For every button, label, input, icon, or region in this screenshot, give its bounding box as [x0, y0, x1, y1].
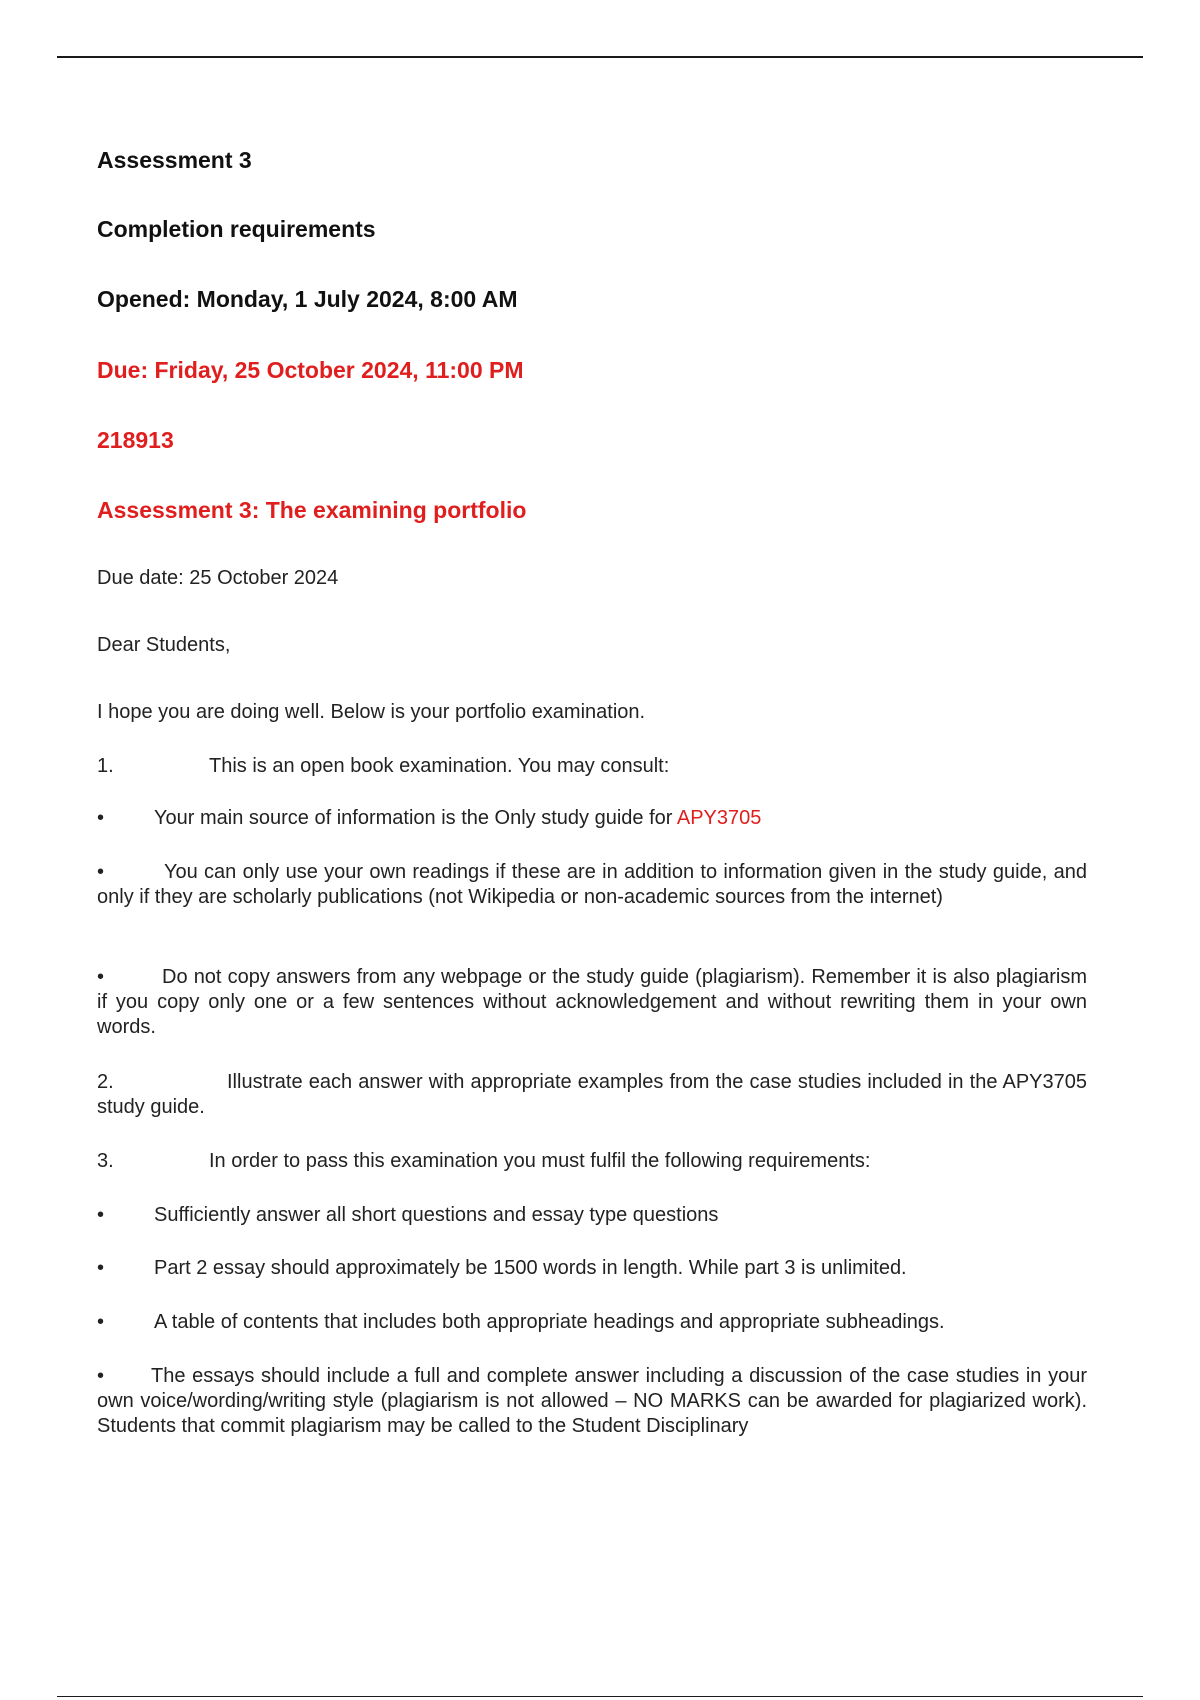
- bullet-text: Do not copy answers from any webpage or the study guide (plagiarism). Remember it is also plagiarism if you copy only one or a few sentences without acknowledgement and without rewriting them in your own words.: [97, 966, 1087, 1038]
- due-date-heading: Due: Friday, 25 October 2024, 11:00 PM: [97, 357, 524, 383]
- bullet-text: Sufficiently answer all short questions and essay type questions: [154, 1204, 719, 1226]
- requirement-item-1: [97, 1203, 1087, 1228]
- list-number: 3.: [97, 1150, 114, 1172]
- list-item-1: [97, 754, 1087, 779]
- bullet-symbol: •: [97, 1257, 105, 1279]
- bullet-symbol: •: [97, 807, 105, 829]
- top-rule: [57, 56, 1143, 58]
- bullet-item-2: [97, 860, 1087, 910]
- bullet-text: Part 2 essay should approximately be 1500 words in length. While part 3 is unlimited.: [154, 1257, 907, 1279]
- bullet-item-3: [97, 965, 1087, 1040]
- bullet-symbol: •: [97, 966, 105, 988]
- completion-requirements: Completion requirements: [97, 216, 376, 242]
- bottom-rule: [57, 1696, 1143, 1697]
- assessment-code: 218913: [97, 427, 174, 453]
- requirement-item-2: [97, 1256, 1087, 1281]
- page-title: Assessment 3: [97, 147, 252, 173]
- bullet-text: You can only use your own readings if these are in addition to information given in the study guide, and only if they are scholarly publications (not Wikipedia or non-academic sources from the internet): [97, 861, 1087, 908]
- requirement-item-3: [97, 1310, 1087, 1335]
- bullet-symbol: •: [97, 1204, 105, 1226]
- list-item-text: In order to pass this examination you must fulfil the following requirements:: [209, 1150, 871, 1172]
- requirement-item-4: [97, 1364, 1087, 1439]
- assessment-title: Assessment 3: The examining portfolio: [97, 497, 527, 523]
- list-number: 1.: [97, 755, 114, 777]
- list-item-2: [97, 1070, 1087, 1120]
- bullet-item-1: [97, 806, 1087, 831]
- list-item-text: Illustrate each answer with appropriate examples from the case studies included in the APY3705 study guide.: [97, 1071, 1087, 1118]
- bullet-text: Your main source of information is the Only study guide for: [154, 807, 677, 829]
- bullet-text: The essays should include a full and complete answer including a discussion of the case studies in your own voice/wording/writing style (plagiarism is not allowed – NO MARKS can be awarded for plagiarized work). Students that commit plagiarism may be called to the Student Disciplinary: [97, 1365, 1087, 1437]
- list-number: 2.: [97, 1071, 114, 1093]
- bullet-symbol: •: [97, 861, 105, 883]
- bullet-text: A table of contents that includes both appropriate headings and appropriate subheadings.: [154, 1311, 945, 1333]
- list-item-text: This is an open book examination. You may consult:: [209, 755, 670, 777]
- list-item-3: [97, 1149, 1087, 1174]
- greeting: Dear Students,: [97, 634, 231, 656]
- opened-date: Opened: Monday, 1 July 2024, 8:00 AM: [97, 286, 518, 312]
- course-code-highlight: APY3705: [676, 807, 762, 829]
- bullet-symbol: •: [97, 1311, 105, 1333]
- intro-paragraph: I hope you are doing well. Below is your portfolio examination.: [97, 701, 646, 723]
- due-date-line: Due date: 25 October 2024: [97, 567, 339, 589]
- bullet-symbol: •: [97, 1365, 105, 1387]
